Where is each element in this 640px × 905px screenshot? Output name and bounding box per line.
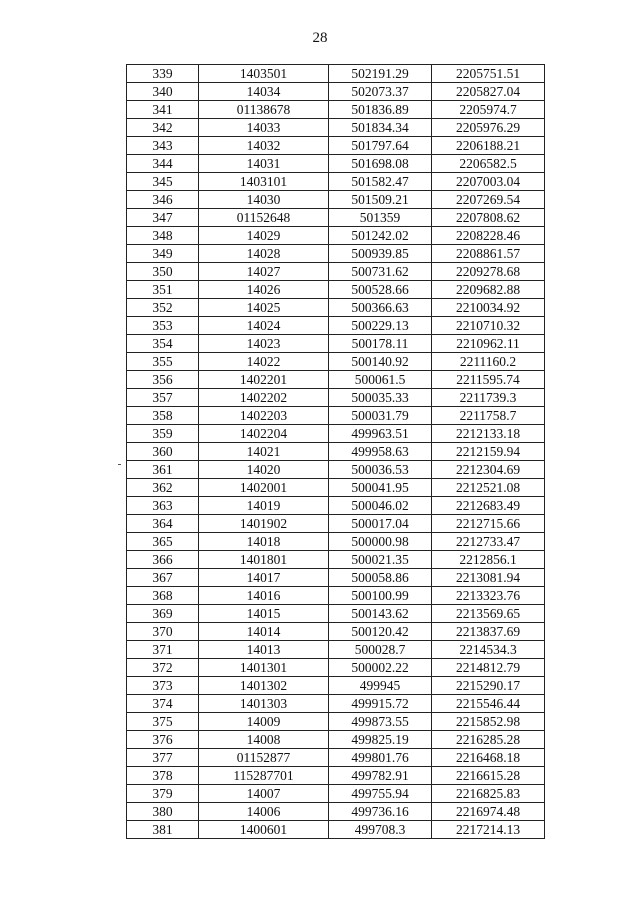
point-number-cell: 356 <box>127 371 199 389</box>
y-coordinate-cell: 2213569.65 <box>432 605 545 623</box>
coordinates-table <box>126 64 545 839</box>
table-row <box>127 209 545 227</box>
point-number-cell: 350 <box>127 263 199 281</box>
table-row <box>127 407 545 425</box>
x-coordinate-cell: 499708.3 <box>329 821 432 839</box>
y-coordinate-cell: 2207003.04 <box>432 173 545 191</box>
point-code-cell: 14021 <box>199 443 329 461</box>
y-coordinate-cell: 2216825.83 <box>432 785 545 803</box>
point-code-cell: 14032 <box>199 137 329 155</box>
table-row <box>127 443 545 461</box>
table-row <box>127 191 545 209</box>
x-coordinate-cell: 500143.62 <box>329 605 432 623</box>
x-coordinate-cell: 500036.53 <box>329 461 432 479</box>
point-code-cell: 1402201 <box>199 371 329 389</box>
point-number-cell: 360 <box>127 443 199 461</box>
x-coordinate-cell: 502073.37 <box>329 83 432 101</box>
point-number-cell: 380 <box>127 803 199 821</box>
point-number-cell: 347 <box>127 209 199 227</box>
point-code-cell: 14009 <box>199 713 329 731</box>
table-row <box>127 569 545 587</box>
margin-mark <box>118 464 121 465</box>
x-coordinate-cell: 501582.47 <box>329 173 432 191</box>
x-coordinate-cell: 499825.19 <box>329 731 432 749</box>
point-code-cell: 14014 <box>199 623 329 641</box>
y-coordinate-cell: 2212304.69 <box>432 461 545 479</box>
y-coordinate-cell: 2205974.7 <box>432 101 545 119</box>
table-row <box>127 497 545 515</box>
point-number-cell: 358 <box>127 407 199 425</box>
y-coordinate-cell: 2209278.68 <box>432 263 545 281</box>
point-number-cell: 375 <box>127 713 199 731</box>
table-row <box>127 605 545 623</box>
point-number-cell: 343 <box>127 137 199 155</box>
point-number-cell: 363 <box>127 497 199 515</box>
point-number-cell: 364 <box>127 515 199 533</box>
table-row <box>127 83 545 101</box>
point-code-cell: 14018 <box>199 533 329 551</box>
x-coordinate-cell: 500100.99 <box>329 587 432 605</box>
point-number-cell: 340 <box>127 83 199 101</box>
point-number-cell: 357 <box>127 389 199 407</box>
point-code-cell: 1403501 <box>199 65 329 83</box>
point-number-cell: 370 <box>127 623 199 641</box>
y-coordinate-cell: 2216974.48 <box>432 803 545 821</box>
table-row <box>127 587 545 605</box>
table-row <box>127 389 545 407</box>
table-row <box>127 119 545 137</box>
y-coordinate-cell: 2212159.94 <box>432 443 545 461</box>
table-row <box>127 695 545 713</box>
y-coordinate-cell: 2210962.11 <box>432 335 545 353</box>
y-coordinate-cell: 2211595.74 <box>432 371 545 389</box>
x-coordinate-cell: 501509.21 <box>329 191 432 209</box>
y-coordinate-cell: 2215852.98 <box>432 713 545 731</box>
point-number-cell: 354 <box>127 335 199 353</box>
point-code-cell: 14023 <box>199 335 329 353</box>
point-code-cell: 1401303 <box>199 695 329 713</box>
x-coordinate-cell: 500939.85 <box>329 245 432 263</box>
point-number-cell: 361 <box>127 461 199 479</box>
y-coordinate-cell: 2208861.57 <box>432 245 545 263</box>
y-coordinate-cell: 2217214.13 <box>432 821 545 839</box>
table-row <box>127 101 545 119</box>
y-coordinate-cell: 2208228.46 <box>432 227 545 245</box>
table-row <box>127 713 545 731</box>
point-code-cell: 14008 <box>199 731 329 749</box>
table-row <box>127 731 545 749</box>
table-row <box>127 749 545 767</box>
x-coordinate-cell: 499873.55 <box>329 713 432 731</box>
point-number-cell: 339 <box>127 65 199 83</box>
point-number-cell: 369 <box>127 605 199 623</box>
point-number-cell: 378 <box>127 767 199 785</box>
x-coordinate-cell: 499801.76 <box>329 749 432 767</box>
point-code-cell: 14015 <box>199 605 329 623</box>
point-number-cell: 346 <box>127 191 199 209</box>
point-code-cell: 14024 <box>199 317 329 335</box>
table-row <box>127 335 545 353</box>
point-code-cell: 14027 <box>199 263 329 281</box>
table-row <box>127 479 545 497</box>
point-code-cell: 1403101 <box>199 173 329 191</box>
point-code-cell: 14013 <box>199 641 329 659</box>
point-number-cell: 376 <box>127 731 199 749</box>
x-coordinate-cell: 500178.11 <box>329 335 432 353</box>
point-code-cell: 1401301 <box>199 659 329 677</box>
point-number-cell: 367 <box>127 569 199 587</box>
x-coordinate-cell: 499915.72 <box>329 695 432 713</box>
x-coordinate-cell: 500035.33 <box>329 389 432 407</box>
table-row <box>127 353 545 371</box>
x-coordinate-cell: 500028.7 <box>329 641 432 659</box>
y-coordinate-cell: 2207269.54 <box>432 191 545 209</box>
x-coordinate-cell: 501797.64 <box>329 137 432 155</box>
point-code-cell: 14020 <box>199 461 329 479</box>
x-coordinate-cell: 500140.92 <box>329 353 432 371</box>
table-row <box>127 245 545 263</box>
point-code-cell: 14030 <box>199 191 329 209</box>
y-coordinate-cell: 2209682.88 <box>432 281 545 299</box>
table-row <box>127 173 545 191</box>
point-number-cell: 379 <box>127 785 199 803</box>
point-code-cell: 1402204 <box>199 425 329 443</box>
point-code-cell: 14019 <box>199 497 329 515</box>
point-code-cell: 14031 <box>199 155 329 173</box>
x-coordinate-cell: 500120.42 <box>329 623 432 641</box>
y-coordinate-cell: 2211758.7 <box>432 407 545 425</box>
x-coordinate-cell: 501242.02 <box>329 227 432 245</box>
y-coordinate-cell: 2213837.69 <box>432 623 545 641</box>
point-code-cell: 14034 <box>199 83 329 101</box>
point-number-cell: 349 <box>127 245 199 263</box>
y-coordinate-cell: 2210710.32 <box>432 317 545 335</box>
point-code-cell: 01152877 <box>199 749 329 767</box>
y-coordinate-cell: 2215290.17 <box>432 677 545 695</box>
table-row <box>127 623 545 641</box>
x-coordinate-cell: 499736.16 <box>329 803 432 821</box>
point-code-cell: 01138678 <box>199 101 329 119</box>
x-coordinate-cell: 499782.91 <box>329 767 432 785</box>
point-code-cell: 14017 <box>199 569 329 587</box>
table-row <box>127 425 545 443</box>
x-coordinate-cell: 501834.34 <box>329 119 432 137</box>
table-row <box>127 767 545 785</box>
point-code-cell: 14028 <box>199 245 329 263</box>
point-code-cell: 1402203 <box>199 407 329 425</box>
y-coordinate-cell: 2215546.44 <box>432 695 545 713</box>
table-row <box>127 803 545 821</box>
y-coordinate-cell: 2206188.21 <box>432 137 545 155</box>
x-coordinate-cell: 499958.63 <box>329 443 432 461</box>
point-code-cell: 1401801 <box>199 551 329 569</box>
point-code-cell: 1401302 <box>199 677 329 695</box>
table-row <box>127 821 545 839</box>
table-row <box>127 281 545 299</box>
x-coordinate-cell: 500366.63 <box>329 299 432 317</box>
point-code-cell: 14022 <box>199 353 329 371</box>
table-row <box>127 299 545 317</box>
x-coordinate-cell: 500017.04 <box>329 515 432 533</box>
table-row <box>127 515 545 533</box>
x-coordinate-cell: 500731.62 <box>329 263 432 281</box>
y-coordinate-cell: 2214812.79 <box>432 659 545 677</box>
table-row <box>127 641 545 659</box>
point-number-cell: 359 <box>127 425 199 443</box>
y-coordinate-cell: 2212683.49 <box>432 497 545 515</box>
point-number-cell: 381 <box>127 821 199 839</box>
table-row <box>127 677 545 695</box>
x-coordinate-cell: 499755.94 <box>329 785 432 803</box>
point-number-cell: 377 <box>127 749 199 767</box>
y-coordinate-cell: 2205751.51 <box>432 65 545 83</box>
point-code-cell: 14029 <box>199 227 329 245</box>
y-coordinate-cell: 2211739.3 <box>432 389 545 407</box>
table-row <box>127 551 545 569</box>
point-code-cell: 1402202 <box>199 389 329 407</box>
point-code-cell: 01152648 <box>199 209 329 227</box>
point-code-cell: 1400601 <box>199 821 329 839</box>
table-row <box>127 155 545 173</box>
table-row <box>127 371 545 389</box>
y-coordinate-cell: 2212856.1 <box>432 551 545 569</box>
x-coordinate-cell: 500031.79 <box>329 407 432 425</box>
x-coordinate-cell: 502191.29 <box>329 65 432 83</box>
x-coordinate-cell: 499945 <box>329 677 432 695</box>
point-code-cell: 1402001 <box>199 479 329 497</box>
x-coordinate-cell: 500002.22 <box>329 659 432 677</box>
y-coordinate-cell: 2213323.76 <box>432 587 545 605</box>
point-code-cell: 14025 <box>199 299 329 317</box>
y-coordinate-cell: 2214534.3 <box>432 641 545 659</box>
x-coordinate-cell: 501698.08 <box>329 155 432 173</box>
x-coordinate-cell: 500528.66 <box>329 281 432 299</box>
coordinates-table-body <box>127 65 545 839</box>
y-coordinate-cell: 2207808.62 <box>432 209 545 227</box>
y-coordinate-cell: 2212715.66 <box>432 515 545 533</box>
x-coordinate-cell: 500041.95 <box>329 479 432 497</box>
point-number-cell: 352 <box>127 299 199 317</box>
point-number-cell: 371 <box>127 641 199 659</box>
table-row <box>127 263 545 281</box>
page-number: 28 <box>312 30 328 46</box>
point-code-cell: 14026 <box>199 281 329 299</box>
point-number-cell: 351 <box>127 281 199 299</box>
point-code-cell: 115287701 <box>199 767 329 785</box>
table-row <box>127 461 545 479</box>
table-row <box>127 137 545 155</box>
x-coordinate-cell: 500229.13 <box>329 317 432 335</box>
point-number-cell: 372 <box>127 659 199 677</box>
y-coordinate-cell: 2206582.5 <box>432 155 545 173</box>
point-code-cell: 14016 <box>199 587 329 605</box>
y-coordinate-cell: 2216285.28 <box>432 731 545 749</box>
y-coordinate-cell: 2212133.18 <box>432 425 545 443</box>
point-number-cell: 365 <box>127 533 199 551</box>
x-coordinate-cell: 500058.86 <box>329 569 432 587</box>
x-coordinate-cell: 499963.51 <box>329 425 432 443</box>
y-coordinate-cell: 2213081.94 <box>432 569 545 587</box>
y-coordinate-cell: 2205827.04 <box>432 83 545 101</box>
x-coordinate-cell: 501836.89 <box>329 101 432 119</box>
x-coordinate-cell: 500046.02 <box>329 497 432 515</box>
y-coordinate-cell: 2216468.18 <box>432 749 545 767</box>
x-coordinate-cell: 500021.35 <box>329 551 432 569</box>
table-row <box>127 659 545 677</box>
y-coordinate-cell: 2216615.28 <box>432 767 545 785</box>
y-coordinate-cell: 2211160.2 <box>432 353 545 371</box>
point-code-cell: 14007 <box>199 785 329 803</box>
point-code-cell: 14033 <box>199 119 329 137</box>
y-coordinate-cell: 2212521.08 <box>432 479 545 497</box>
point-code-cell: 14006 <box>199 803 329 821</box>
y-coordinate-cell: 2205976.29 <box>432 119 545 137</box>
point-number-cell: 345 <box>127 173 199 191</box>
x-coordinate-cell: 500000.98 <box>329 533 432 551</box>
point-number-cell: 374 <box>127 695 199 713</box>
point-number-cell: 342 <box>127 119 199 137</box>
point-code-cell: 1401902 <box>199 515 329 533</box>
point-number-cell: 373 <box>127 677 199 695</box>
y-coordinate-cell: 2212733.47 <box>432 533 545 551</box>
x-coordinate-cell: 501359 <box>329 209 432 227</box>
table-row <box>127 785 545 803</box>
table-row <box>127 227 545 245</box>
point-number-cell: 341 <box>127 101 199 119</box>
table-row <box>127 65 545 83</box>
x-coordinate-cell: 500061.5 <box>329 371 432 389</box>
point-number-cell: 366 <box>127 551 199 569</box>
y-coordinate-cell: 2210034.92 <box>432 299 545 317</box>
point-number-cell: 353 <box>127 317 199 335</box>
table-row <box>127 317 545 335</box>
table-row <box>127 533 545 551</box>
point-number-cell: 355 <box>127 353 199 371</box>
point-number-cell: 368 <box>127 587 199 605</box>
point-number-cell: 362 <box>127 479 199 497</box>
point-number-cell: 348 <box>127 227 199 245</box>
point-number-cell: 344 <box>127 155 199 173</box>
